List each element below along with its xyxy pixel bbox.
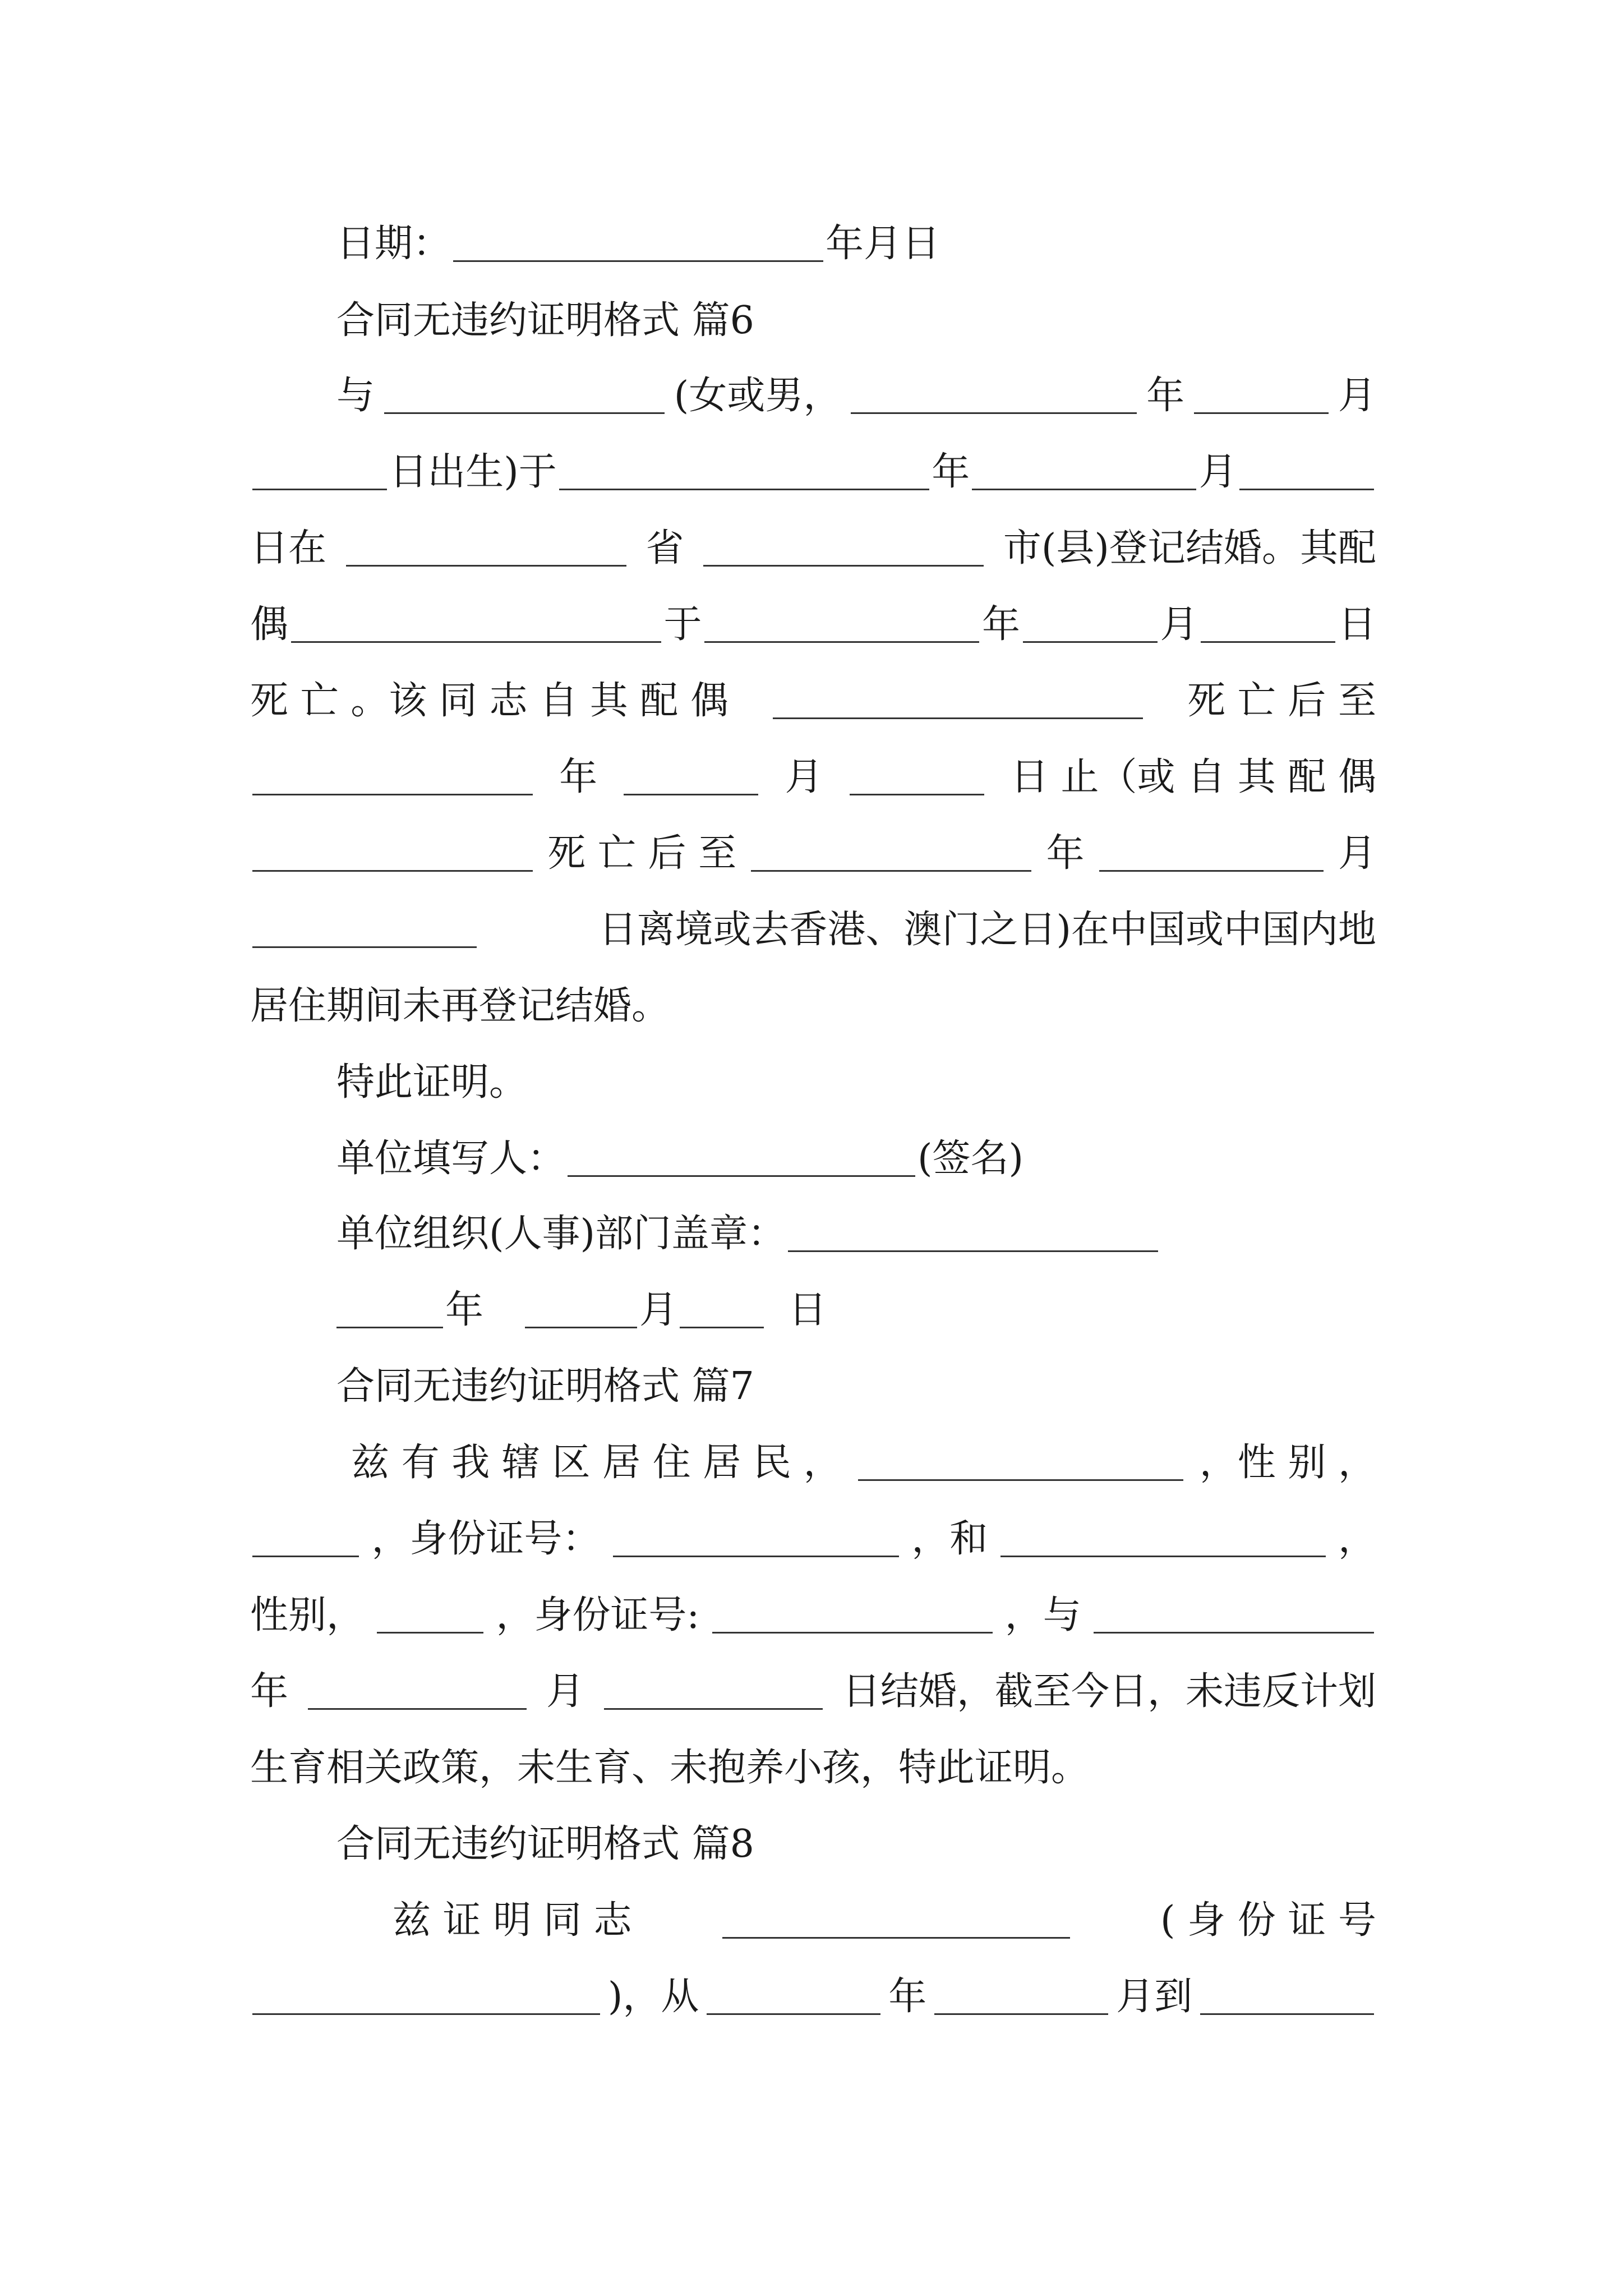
text: ，身份证号： (371, 1517, 601, 1561)
until-year-blank (252, 751, 533, 795)
text: ， (1338, 1517, 1376, 1561)
s8-line-2 (250, 1969, 1376, 2025)
text: 月 (785, 755, 823, 799)
text: 年 (250, 1669, 289, 1714)
s6-line-9 (250, 978, 1376, 1034)
marry-year-blank (559, 445, 929, 490)
section-title: 合同无违约证明格式 篇6 (336, 298, 754, 343)
s7-line-5 (250, 1740, 1376, 1796)
text: 年 (888, 1975, 927, 2019)
text: 兹 证 明 同 志 (393, 1898, 632, 1943)
s6-line-8 (250, 902, 1376, 958)
s6-filler (336, 1131, 1376, 1187)
s6-line-4 (250, 597, 1376, 653)
gender-1-blank (252, 1512, 359, 1557)
sign-month-blank (525, 1283, 637, 1328)
leave-month-blank (1099, 827, 1324, 872)
id-1-blank (613, 1512, 899, 1557)
s6-certify (336, 1055, 1376, 1111)
text: 月 (639, 1288, 678, 1332)
text: 年 (981, 602, 1020, 647)
resident-1-blank (858, 1436, 1183, 1481)
comrade-blank (722, 1894, 1070, 1939)
birth-month-blank (1194, 369, 1329, 414)
filler-blank (568, 1132, 915, 1177)
text: 月 (1198, 450, 1237, 494)
text: 年 (1146, 374, 1185, 418)
text: 单位组织(人事)部门盖章： (336, 1212, 786, 1256)
text: 日在 (250, 526, 327, 570)
date-suffix: 年月日 (826, 222, 940, 266)
text: 死 亡 后 至 (547, 831, 737, 876)
text: 月 (1338, 831, 1376, 876)
text: 死 亡 。该 同 志 自 其 配 偶 (250, 679, 728, 723)
text: 于 (663, 602, 702, 647)
marry-month-blank (972, 445, 1196, 490)
text: 日出生)于 (389, 450, 557, 494)
sign-day-blank (680, 1283, 764, 1328)
text: (签名) (917, 1137, 1024, 1181)
text: 月到 (1116, 1975, 1193, 2019)
text: ，和 (911, 1517, 988, 1561)
s8-line-1 (393, 1893, 1376, 1949)
city-blank (703, 522, 984, 567)
text: 日结婚，截至今日，未违反计划 (842, 1669, 1376, 1714)
from-month-blank (934, 1970, 1108, 2015)
province-blank (346, 522, 626, 567)
s6-line-1 (336, 368, 1376, 424)
text: 年 (445, 1288, 484, 1332)
text: )，从 (607, 1975, 699, 2019)
text: 月 (1160, 602, 1198, 647)
text: 市(县)登记结婚。其配 (1003, 526, 1376, 570)
name-blank (384, 369, 665, 414)
s6-sign-date (336, 1282, 1376, 1338)
text: 兹 有 我 辖 区 居 住 居 民 ， (351, 1441, 842, 1485)
s6-line-5 (250, 673, 1376, 729)
from-year-blank (707, 1970, 880, 2015)
text: ( 身 份 证 号 (1160, 1898, 1376, 1943)
spouse-blank-3 (252, 827, 533, 872)
s6-line-6 (250, 749, 1376, 806)
section-title: 合同无违约证明格式 篇7 (336, 1364, 754, 1409)
text: 年 (1046, 831, 1085, 876)
text: 月 (546, 1669, 584, 1714)
text: ，与 (1004, 1593, 1081, 1637)
marry-day-blank (604, 1665, 823, 1710)
s7-line-4 (250, 1664, 1376, 1720)
text: 年 (559, 755, 598, 799)
birth-day-blank (252, 445, 387, 490)
s6-stamp (336, 1206, 1376, 1262)
date-line (336, 216, 1376, 272)
birth-year-blank (851, 369, 1137, 414)
text: 月 (1338, 374, 1376, 418)
marry-month-blank (308, 1665, 527, 1710)
death-year-blank (704, 598, 979, 643)
marry-day-blank (1239, 445, 1374, 490)
text: 省 (645, 526, 684, 570)
s6-line-7 (250, 826, 1376, 882)
death-month-blank (1023, 598, 1158, 643)
marry-year-blank (1094, 1589, 1374, 1634)
text: 日 (1338, 602, 1376, 647)
id-2-blank (712, 1589, 993, 1634)
section-6-title (336, 293, 1376, 349)
s7-line-3 (250, 1588, 1376, 1644)
text: 偶 (250, 602, 289, 647)
resident-2-blank (1000, 1512, 1326, 1557)
s6-line-3 (250, 521, 1376, 577)
section-8-title (336, 1816, 1376, 1872)
text: ，身份证号: (496, 1593, 700, 1637)
until-day-blank (850, 751, 984, 795)
gender-2-blank (377, 1589, 483, 1634)
text: 日 止（或 自 其 配 偶 (1010, 755, 1376, 799)
date-label: 日期： (336, 222, 451, 266)
s6-line-2 (250, 444, 1376, 500)
date-blank (453, 217, 823, 262)
text: 日 (789, 1288, 827, 1332)
text: 年 (932, 450, 970, 494)
spouse-blank (291, 598, 661, 643)
text: 居住期间未再登记结婚。 (250, 984, 670, 1028)
leave-day-blank (252, 903, 477, 948)
text: ，性 别 ， (1199, 1441, 1376, 1485)
section-7-title (336, 1359, 1376, 1415)
until-month-blank (624, 751, 758, 795)
text: (女或男， (674, 374, 842, 418)
text: 与 (336, 374, 375, 418)
text: 死 亡 后 至 (1187, 679, 1376, 723)
sign-year-blank (336, 1283, 443, 1328)
leave-year-blank (751, 827, 1031, 872)
text: 生育相关政策，未生育、未抱养小孩，特此证明。 (250, 1746, 1090, 1790)
id-blank (252, 1970, 600, 2015)
stamp-blank (788, 1207, 1158, 1252)
text: 特此证明。 (336, 1060, 528, 1105)
to-blank (1200, 1970, 1374, 2015)
spouse-blank-2 (773, 674, 1143, 719)
death-day-blank (1201, 598, 1335, 643)
text: 性别， (250, 1593, 365, 1637)
section-title: 合同无违约证明格式 篇8 (336, 1822, 754, 1866)
text: 日离境或去香港、澳门之日)在中国或中国内地 (598, 908, 1376, 952)
s7-line-1 (351, 1435, 1376, 1491)
s7-line-2 (250, 1511, 1376, 1567)
text: 单位填写人： (336, 1137, 566, 1181)
